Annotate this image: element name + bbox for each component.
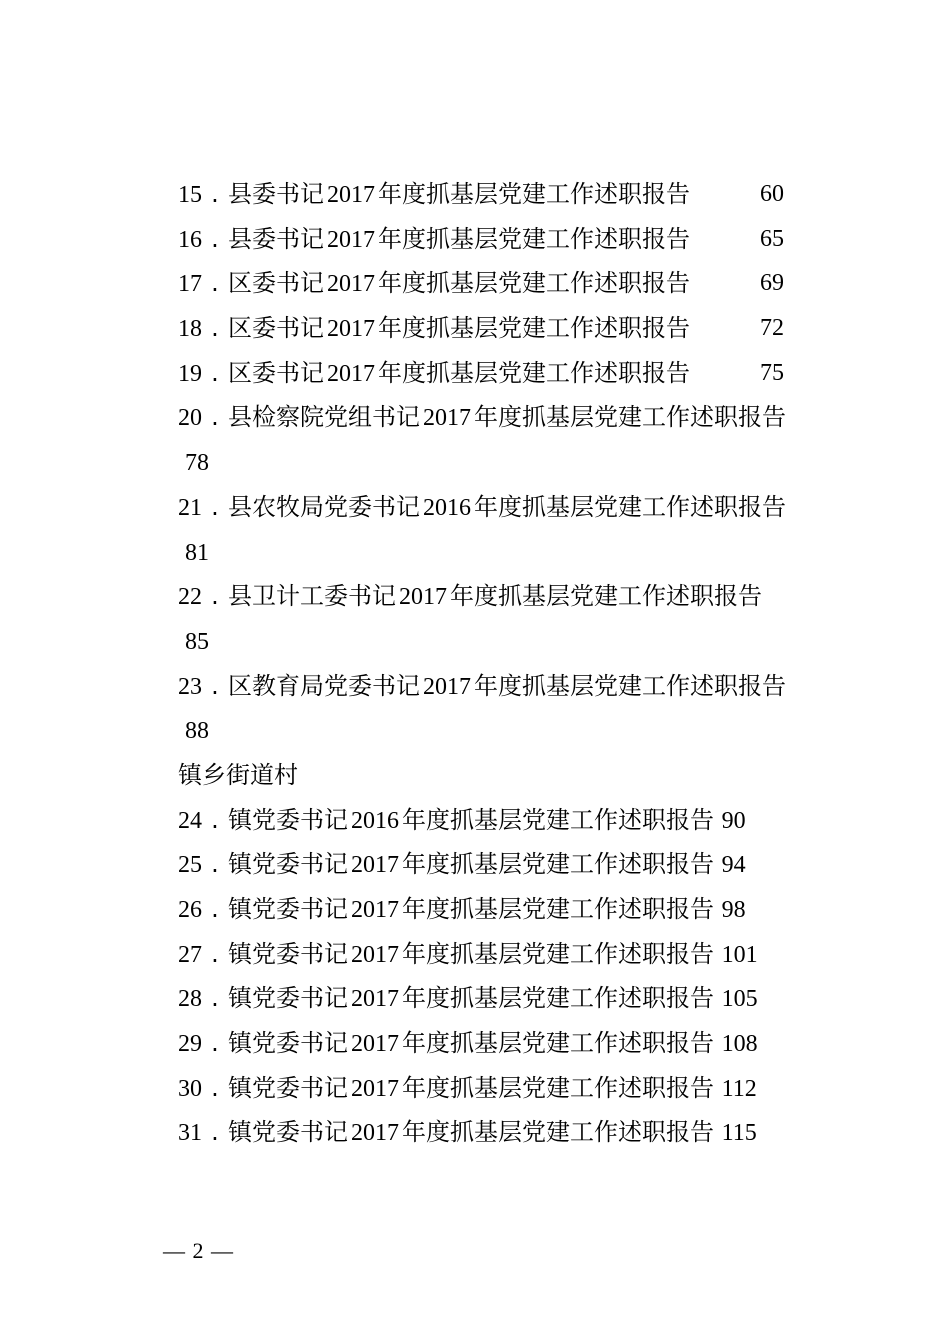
entry-title-prefix: 镇党委书记 bbox=[228, 939, 348, 968]
entry-title-prefix: 县卫计工委书记 bbox=[228, 582, 396, 611]
toc-entry[interactable] bbox=[178, 887, 848, 932]
entry-title-prefix: 县农牧局党委书记 bbox=[228, 492, 420, 521]
entry-separator: . bbox=[211, 984, 219, 1013]
entry-year: 2017 bbox=[327, 182, 375, 208]
section-heading: 镇乡街道村 bbox=[178, 760, 298, 789]
entry-separator: . bbox=[211, 895, 219, 923]
entry-title-prefix: 区委书记 bbox=[228, 269, 324, 298]
toc-entry[interactable] bbox=[178, 172, 848, 217]
toc-entry[interactable] bbox=[178, 351, 848, 396]
entry-number: 17 bbox=[178, 271, 202, 298]
entry-page-number: 98 bbox=[721, 897, 746, 923]
entry-page-number: 60 bbox=[760, 181, 784, 207]
toc-entry-wrapped[interactable] bbox=[178, 664, 848, 753]
entry-number: 23 bbox=[178, 673, 202, 700]
toc-entry-title-line bbox=[178, 664, 848, 709]
entry-separator: . bbox=[211, 269, 219, 298]
toc-entry-page-line bbox=[178, 708, 848, 753]
entry-separator: . bbox=[211, 850, 219, 879]
entry-page-number: 88 bbox=[185, 718, 209, 745]
entry-separator: . bbox=[211, 358, 219, 387]
entry-separator: . bbox=[211, 1073, 219, 1102]
entry-page-number: 105 bbox=[721, 986, 758, 1013]
entry-title-suffix: 年度抓基层党建工作述职报告 bbox=[402, 939, 714, 968]
entry-title-suffix: 年度抓基层党建工作述职报告 bbox=[378, 269, 690, 298]
entry-number: 15 bbox=[178, 182, 202, 208]
entry-title-suffix: 年度抓基层党建工作述职报告 bbox=[474, 403, 786, 432]
entry-title-prefix: 镇党委书记 bbox=[228, 850, 348, 879]
entry-page-number: 94 bbox=[721, 852, 746, 879]
toc-entry[interactable] bbox=[178, 217, 848, 262]
entry-page-number: 101 bbox=[721, 941, 758, 968]
entry-page-number: 81 bbox=[185, 539, 209, 566]
entry-title-suffix: 年度抓基层党建工作述职报告 bbox=[402, 895, 714, 923]
entry-title-suffix: 年度抓基层党建工作述职报告 bbox=[402, 1118, 714, 1147]
entry-year: 2017 bbox=[327, 226, 375, 253]
toc-group-a bbox=[178, 172, 848, 395]
entry-number: 29 bbox=[178, 1031, 202, 1058]
entry-page-number: 115 bbox=[721, 1120, 757, 1147]
entry-year: 2017 bbox=[351, 1120, 399, 1147]
toc-entry[interactable] bbox=[178, 932, 848, 977]
entry-title-prefix: 镇党委书记 bbox=[228, 1073, 348, 1102]
entry-number: 26 bbox=[178, 897, 202, 923]
entry-title-prefix: 镇党委书记 bbox=[228, 1118, 348, 1147]
entry-page-number: 85 bbox=[185, 628, 209, 655]
toc-entry-wrapped[interactable] bbox=[178, 485, 848, 574]
toc-group-b bbox=[178, 395, 848, 753]
entry-title-suffix: 年度抓基层党建工作述职报告 bbox=[450, 582, 762, 611]
entry-title-suffix: 年度抓基层党建工作述职报告 bbox=[474, 671, 786, 700]
entry-title-prefix: 镇党委书记 bbox=[228, 1029, 348, 1058]
entry-separator: . bbox=[211, 492, 219, 521]
toc-entry-title-line bbox=[178, 395, 848, 440]
entry-title-prefix: 县检察院党组书记 bbox=[228, 403, 420, 432]
entry-separator: . bbox=[211, 805, 219, 834]
page-number-footer: — 2 — bbox=[163, 1238, 234, 1263]
entry-number: 16 bbox=[178, 226, 202, 253]
entry-title-prefix: 镇党委书记 bbox=[228, 805, 348, 834]
entry-page-number: 78 bbox=[185, 450, 209, 477]
entry-number: 21 bbox=[178, 494, 202, 521]
entry-year: 2016 bbox=[423, 494, 471, 521]
entry-page-number: 75 bbox=[760, 359, 784, 386]
entry-number: 28 bbox=[178, 986, 202, 1013]
entry-number: 20 bbox=[178, 405, 202, 432]
entry-separator: . bbox=[211, 582, 219, 611]
entry-year: 2017 bbox=[351, 897, 399, 923]
toc-entry[interactable] bbox=[178, 1066, 848, 1111]
entry-page-number: 69 bbox=[760, 270, 784, 297]
toc-entry-page-line bbox=[178, 619, 848, 664]
entry-title-suffix: 年度抓基层党建工作述职报告 bbox=[378, 224, 690, 253]
entry-title-suffix: 年度抓基层党建工作述职报告 bbox=[402, 984, 714, 1013]
entry-page-number: 65 bbox=[760, 225, 784, 252]
toc-entry[interactable] bbox=[178, 1110, 848, 1155]
entry-year: 2017 bbox=[351, 941, 399, 968]
entry-page-number: 72 bbox=[760, 315, 784, 342]
entry-year: 2017 bbox=[423, 405, 471, 432]
entry-number: 19 bbox=[178, 360, 202, 387]
entry-separator: . bbox=[211, 314, 219, 343]
toc-entry[interactable] bbox=[178, 842, 848, 887]
entry-title-prefix: 镇党委书记 bbox=[228, 895, 348, 923]
toc-entry[interactable] bbox=[178, 976, 848, 1021]
entry-title-suffix: 年度抓基层党建工作述职报告 bbox=[402, 805, 714, 834]
entry-separator: . bbox=[211, 1029, 219, 1058]
entry-number: 18 bbox=[178, 316, 202, 343]
entry-title-prefix: 区委书记 bbox=[228, 314, 324, 343]
toc-entry[interactable] bbox=[178, 261, 848, 306]
entry-separator: . bbox=[211, 180, 219, 208]
entry-title-suffix: 年度抓基层党建工作述职报告 bbox=[474, 492, 786, 521]
entry-number: 31 bbox=[178, 1120, 202, 1147]
entry-title-suffix: 年度抓基层党建工作述职报告 bbox=[378, 358, 690, 387]
entry-title-prefix: 区委书记 bbox=[228, 358, 324, 387]
entry-separator: . bbox=[211, 671, 219, 700]
entry-year: 2017 bbox=[399, 584, 447, 611]
entry-separator: . bbox=[211, 224, 219, 253]
toc-entry[interactable] bbox=[178, 1021, 848, 1066]
entry-number: 30 bbox=[178, 1075, 202, 1102]
entry-page-number: 112 bbox=[721, 1075, 757, 1102]
entry-year: 2017 bbox=[351, 1075, 399, 1102]
entry-title-prefix: 区教育局党委书记 bbox=[228, 671, 420, 700]
toc-group-c bbox=[178, 798, 848, 1156]
toc-entry[interactable] bbox=[178, 798, 848, 843]
entry-number: 25 bbox=[178, 852, 202, 879]
toc-entry-page-line bbox=[178, 530, 848, 575]
table-of-contents bbox=[178, 172, 848, 1155]
entry-year: 2017 bbox=[351, 852, 399, 879]
entry-page-number: 90 bbox=[721, 807, 746, 834]
entry-year: 2017 bbox=[327, 316, 375, 343]
entry-number: 22 bbox=[178, 584, 202, 611]
entry-page-number: 108 bbox=[721, 1031, 758, 1058]
entry-number: 24 bbox=[178, 807, 202, 834]
entry-year: 2016 bbox=[351, 807, 399, 834]
entry-title-suffix: 年度抓基层党建工作述职报告 bbox=[402, 1029, 714, 1058]
toc-entry-title-line bbox=[178, 574, 848, 619]
entry-year: 2017 bbox=[423, 673, 471, 700]
entry-title-suffix: 年度抓基层党建工作述职报告 bbox=[402, 850, 714, 879]
entry-separator: . bbox=[211, 939, 219, 968]
entry-year: 2017 bbox=[351, 986, 399, 1013]
toc-entry-title-line bbox=[178, 485, 848, 530]
entry-title-prefix: 县委书记 bbox=[228, 224, 324, 253]
entry-title-prefix: 镇党委书记 bbox=[228, 984, 348, 1013]
entry-title-suffix: 年度抓基层党建工作述职报告 bbox=[378, 180, 690, 208]
toc-entry-wrapped[interactable] bbox=[178, 395, 848, 484]
toc-entry-page-line bbox=[178, 440, 848, 485]
entry-title-suffix: 年度抓基层党建工作述职报告 bbox=[402, 1073, 714, 1102]
toc-entry[interactable] bbox=[178, 306, 848, 351]
entry-year: 2017 bbox=[351, 1031, 399, 1058]
entry-year: 2017 bbox=[327, 271, 375, 298]
entry-title-suffix: 年度抓基层党建工作述职报告 bbox=[378, 314, 690, 343]
entry-year: 2017 bbox=[327, 360, 375, 387]
toc-entry-wrapped[interactable] bbox=[178, 574, 848, 663]
entry-title-prefix: 县委书记 bbox=[228, 180, 324, 208]
entry-separator: . bbox=[211, 403, 219, 432]
entry-number: 27 bbox=[178, 941, 202, 968]
entry-separator: . bbox=[211, 1118, 219, 1147]
